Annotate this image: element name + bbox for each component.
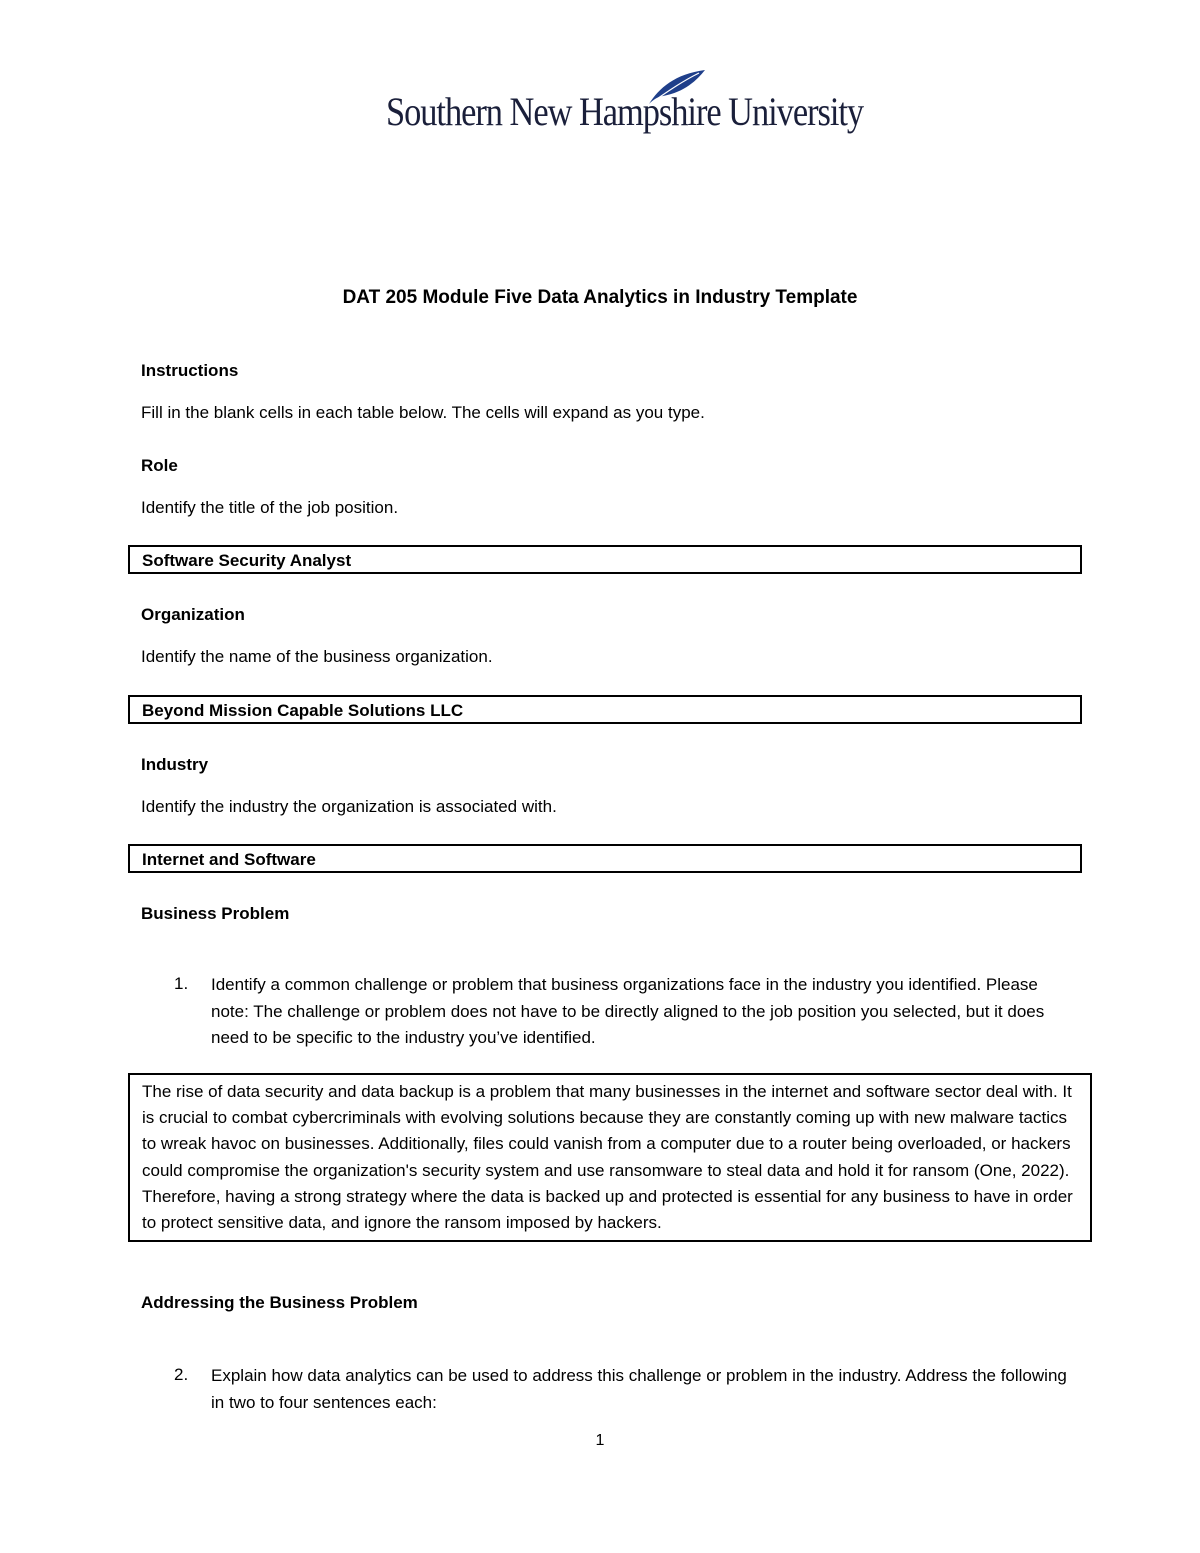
organization-prompt: Identify the name of the business organization. (141, 647, 493, 666)
industry-heading: Industry (141, 755, 209, 774)
addressing-heading: Addressing the Business Problem (141, 1293, 418, 1312)
organization-answer-cell[interactable]: Beyond Mission Capable Solutions LLC (128, 695, 1082, 724)
university-logo (386, 66, 864, 138)
logo-wordmark: Southern New Hampshire University (386, 89, 864, 134)
instructions-text: Fill in the blank cells in each table below. The cells will expand as you type. (141, 403, 705, 422)
business-problem-answer-cell[interactable] (128, 1073, 1092, 1242)
instructions-heading: Instructions (141, 361, 239, 380)
list-number: 1. (174, 974, 189, 993)
industry-prompt: Identify the industry the organization is associated with. (141, 797, 557, 816)
list-number: 2. (174, 1365, 189, 1384)
role-heading: Role (141, 456, 178, 475)
business-problem-heading: Business Problem (141, 904, 290, 923)
industry-answer-cell[interactable]: Internet and Software (128, 844, 1082, 873)
role-prompt: Identify the title of the job position. (141, 498, 399, 517)
page-number: 1 (595, 1432, 605, 1449)
page-title: DAT 205 Module Five Data Analytics in Industry Template (342, 287, 858, 308)
addressing-question: Explain how data analytics can be used to address this challenge or problem in the industry. Address the following in two to four sentences each: (211, 1366, 1067, 1412)
business-problem-answer-text: The rise of data security and data backup is a problem that many businesses in the internet and software sector deal with. It is crucial to combat cybercriminals with evolving solutions because they are constantly coming up with new malware tactics to wreak havoc on businesses. Additionally, files could vanish from a computer due to a router being overloaded, or hackers could compromise the organization's security system and use ransomware to steal data and hold it for ransom (One, 2022). Therefore, having a strong strategy where the data is backed up and protected is essential for any business to have in order to protect sensitive data, and ignore the ransom imposed by hackers. (142, 1082, 1073, 1233)
business-problem-question: Identify a common challenge or problem that business organizations face in the industry you identified. Please note: The challenge or problem does not have to be directly aligned to the job position you selected, but it does need to be specific to the industry you’ve identified. (211, 975, 1045, 1047)
organization-heading: Organization (141, 605, 245, 624)
role-answer-cell[interactable]: Software Security Analyst (128, 545, 1082, 574)
